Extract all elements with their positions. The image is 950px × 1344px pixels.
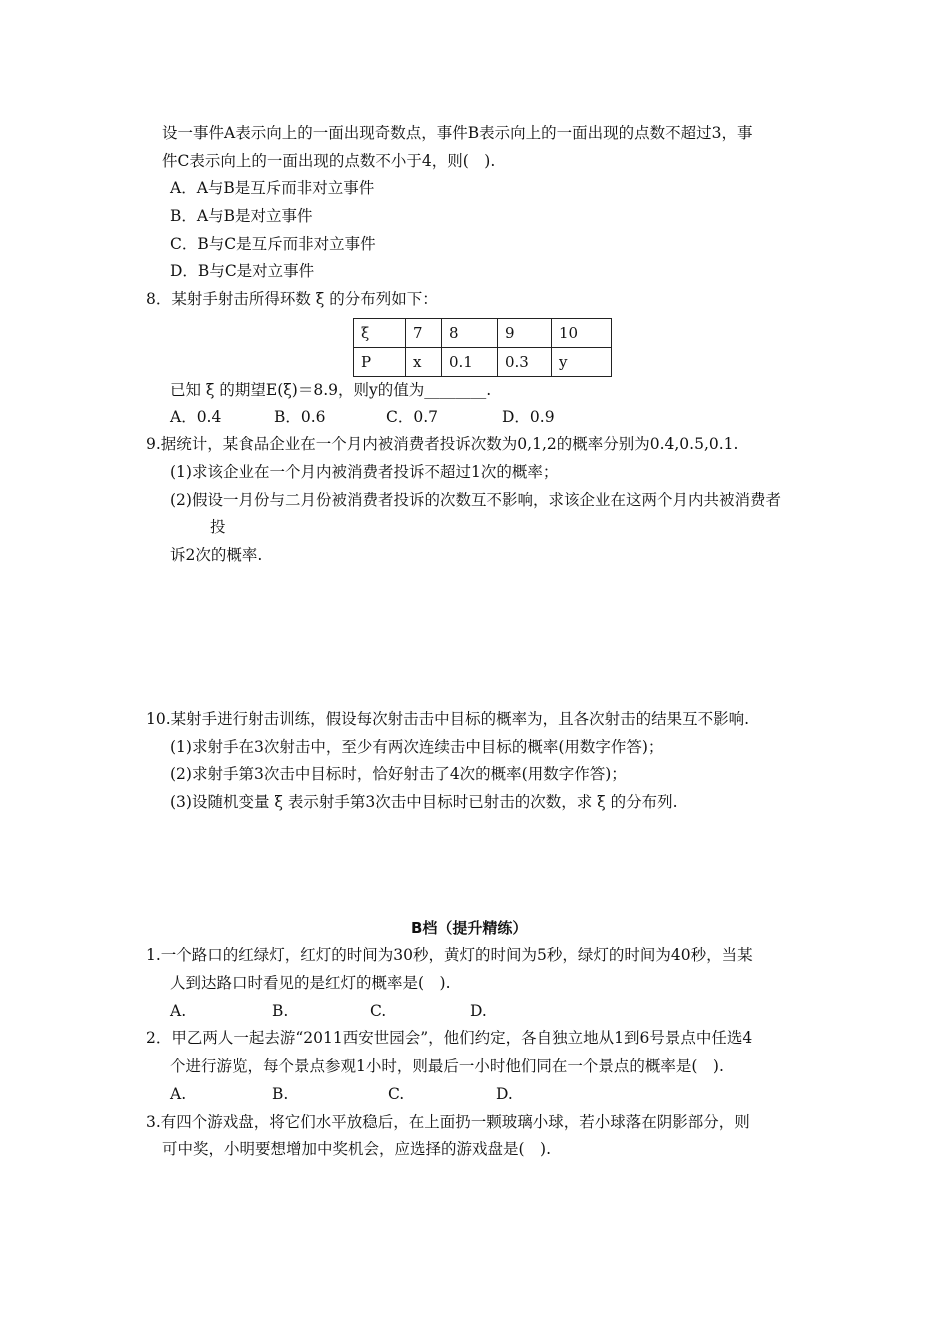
- table-cell: P: [354, 348, 406, 377]
- q9-stem: 9.据统计，某食品企业在一个月内被消费者投诉次数为0,1,2的概率分别为0.4,0.5,0.1.: [146, 435, 739, 453]
- q8-condition: 已知 ξ 的期望E(ξ)＝8.9，则y的值为________.: [170, 381, 492, 399]
- table-cell: 10: [552, 319, 612, 348]
- table-row: [354, 348, 612, 377]
- section-b-title: B档（提升精练）: [411, 919, 528, 937]
- table-cell: x: [406, 348, 442, 377]
- q10-part2: (2)求射手第3次击中目标时，恰好射击了4次的概率(用数字作答)；: [170, 765, 627, 783]
- q7-option-d: D．B与C是对立事件: [170, 262, 315, 280]
- q10-stem: 10.某射手进行射击训练，假设每次射击击中目标的概率为，且各次射击的结果互不影响.: [146, 710, 750, 728]
- q8-option-c: C．0.7: [386, 408, 439, 426]
- table-cell: 9: [498, 319, 552, 348]
- b-q1-option-a: A.: [170, 1002, 187, 1020]
- b-q2-option-c: C.: [388, 1085, 405, 1103]
- b-q1-option-b: B.: [272, 1002, 289, 1020]
- table-cell: 7: [406, 319, 442, 348]
- q8-stem: 8．某射手射击所得环数 ξ 的分布列如下：: [146, 290, 438, 308]
- b-q2-option-d: D.: [496, 1085, 513, 1103]
- b-q3-line1: 3.有四个游戏盘，将它们水平放稳后，在上面扔一颗玻璃小球，若小球落在阴影部分，则: [146, 1113, 750, 1131]
- b-q2-option-a: A.: [170, 1085, 187, 1103]
- q10-part3: (3)设随机变量 ξ 表示射手第3次击中目标时已射击的次数，求 ξ 的分布列.: [170, 793, 678, 811]
- q7-option-c: C．B与C是互斥而非对立事件: [170, 235, 376, 253]
- q7-stem-line2: 件C表示向上的一面出现的点数不小于4，则( ).: [162, 152, 496, 170]
- q9-part2-line2: 投: [210, 518, 226, 536]
- q8-option-d: D．0.9: [502, 408, 555, 426]
- q8-option-a: A．0.4: [170, 408, 222, 426]
- distribution-table: [353, 318, 612, 377]
- table-row: [354, 319, 612, 348]
- q7-option-a: A．A与B是互斥而非对立事件: [170, 179, 375, 197]
- b-q2-line2: 个进行游览，每个景点参观1小时，则最后一小时他们同在一个景点的概率是( ).: [170, 1057, 724, 1075]
- table-cell: ξ: [354, 319, 406, 348]
- table-cell: y: [552, 348, 612, 377]
- b-q1-option-d: D.: [470, 1002, 487, 1020]
- q10-part1: (1)求射手在3次射击中，至少有两次连续击中目标的概率(用数字作答)；: [170, 738, 664, 756]
- q7-option-b: B．A与B是对立事件: [170, 207, 313, 225]
- b-q1-option-c: C.: [370, 1002, 387, 1020]
- b-q2-line1: 2．甲乙两人一起去游“2011西安世园会”，他们约定，各自独立地从1到6号景点中任选4: [146, 1029, 753, 1047]
- table-cell: 0.3: [498, 348, 552, 377]
- b-q1-line2: 人到达路口时看见的是红灯的概率是( ).: [170, 974, 451, 992]
- q9-part2-line3: 诉2次的概率.: [170, 546, 263, 564]
- b-q2-option-b: B.: [272, 1085, 289, 1103]
- b-q1-line1: 1.一个路口的红绿灯，红灯的时间为30秒，黄灯的时间为5秒，绿灯的时间为40秒，当某: [146, 946, 753, 964]
- table-cell: 8: [442, 319, 498, 348]
- q9-part2-line1: (2)假设一月份与二月份被消费者投诉的次数互不影响，求该企业在这两个月内共被消费者: [170, 491, 781, 509]
- q9-part1: (1)求该企业在一个月内被消费者投诉不超过1次的概率；: [170, 463, 559, 481]
- q8-option-b: B．0.6: [274, 408, 326, 426]
- b-q3-line2: 可中奖，小明要想增加中奖机会，应选择的游戏盘是( ).: [162, 1140, 552, 1158]
- q7-stem-line1: 设一事件A表示向上的一面出现奇数点，事件B表示向上的一面出现的点数不超过3，事: [162, 124, 753, 142]
- table-cell: 0.1: [442, 348, 498, 377]
